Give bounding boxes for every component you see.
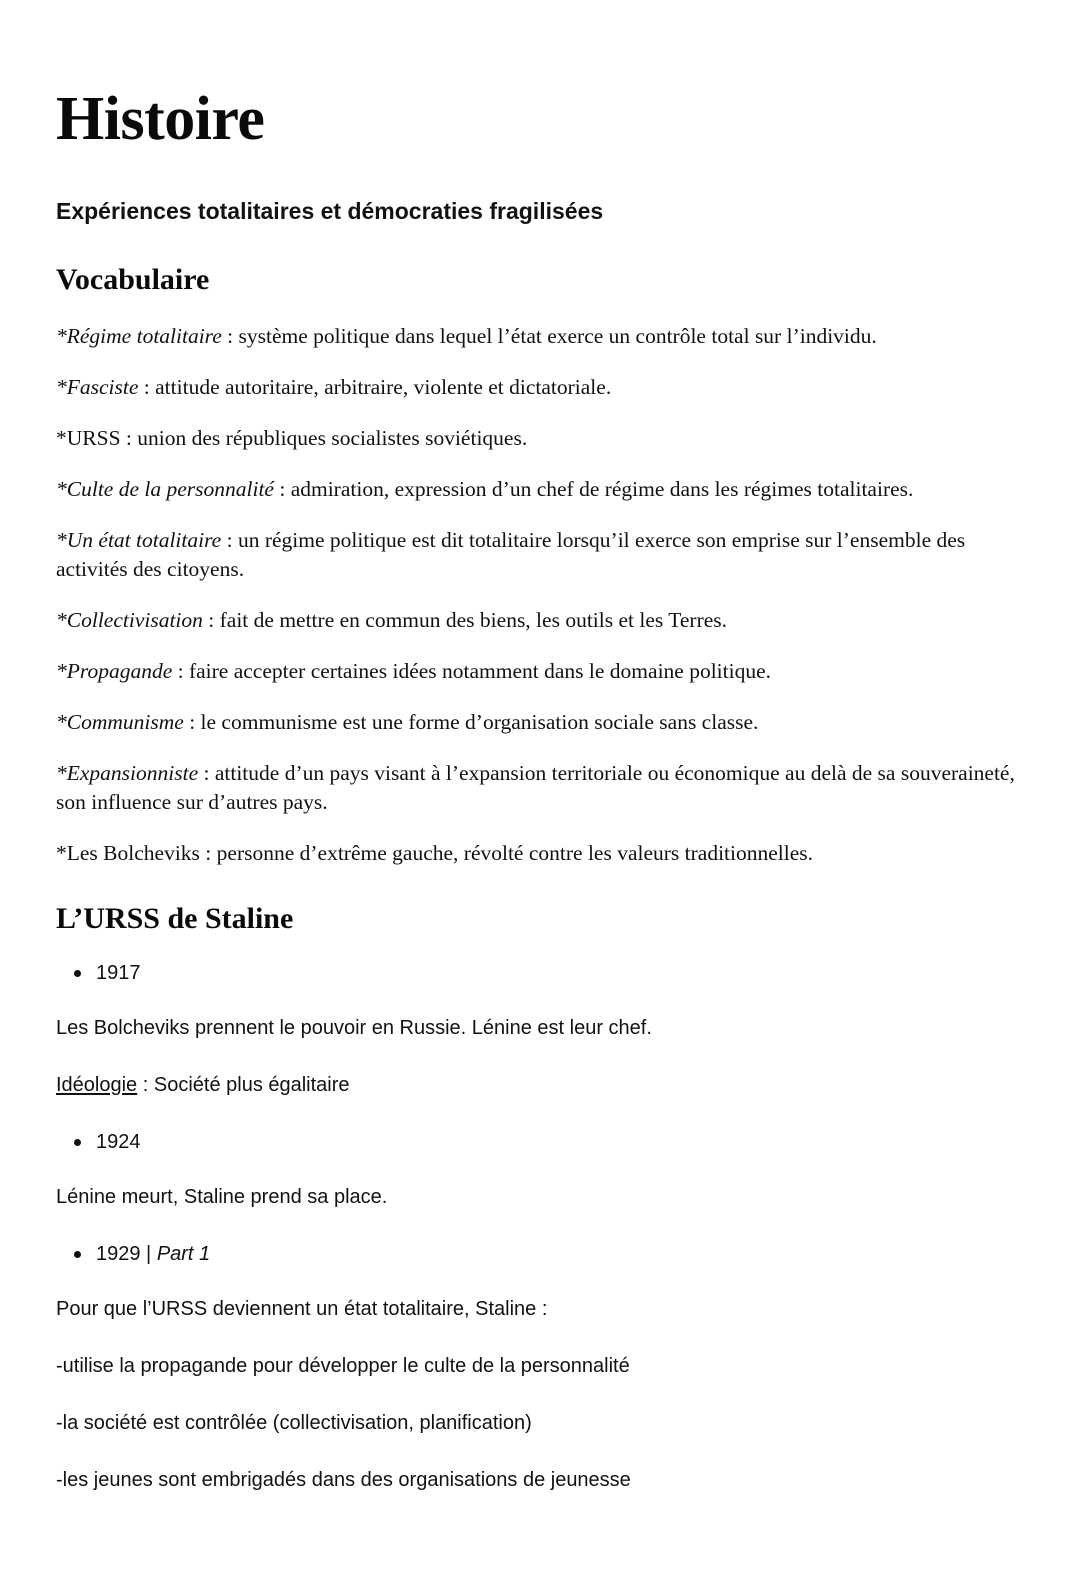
ideologie-label: Idéologie: [56, 1073, 138, 1096]
page-title: Histoire: [56, 85, 265, 153]
vocabulary-definition: : le communisme est une forme d’organisation sociale sans classe.: [183, 709, 759, 734]
vocabulary-entry: [56, 759, 1018, 817]
bullet-icon: [74, 1139, 81, 1146]
ideologie-value: : Société plus égalitaire: [137, 1073, 350, 1096]
section-heading-vocabulaire: Vocabulaire: [56, 262, 210, 296]
bullet-separator: |: [140, 1242, 157, 1265]
vocabulary-list: [56, 298, 1024, 868]
urss-notes: [56, 937, 1024, 1494]
vocabulary-definition: : système politique dans lequel l’état exerce un contrôle total sur l’individu.: [221, 323, 877, 348]
vocabulary-term: *Collectivisation: [56, 607, 203, 632]
bullet-part-label: Part 1: [156, 1242, 211, 1265]
list-item: [56, 1240, 1024, 1268]
note-paragraph: -utilise la propagande pour développer le culte de la personnalité: [56, 1354, 630, 1377]
note-paragraph-ideologie: [56, 1071, 956, 1099]
bullet-year: 1929: [96, 1242, 141, 1265]
vocabulary-term: *Expansionniste: [56, 760, 199, 785]
note-paragraph: -les jeunes sont embrigadés dans des organisations de jeunesse: [56, 1468, 631, 1491]
vocabulary-term: *Propagande: [56, 658, 173, 683]
vocabulary-term: *Fasciste: [56, 374, 139, 399]
document-subtitle: Expériences totalitaires et démocraties fragilisées: [56, 198, 604, 224]
vocabulary-term: *Un état totalitaire: [56, 527, 222, 552]
vocabulary-entry: [56, 424, 1018, 453]
vocabulary-definition: : personne d’extrême gauche, révolté contre les valeurs traditionnelles.: [199, 840, 814, 865]
note-paragraph: -la société est contrôlée (collectivisation, planification): [56, 1411, 532, 1434]
vocabulary-entry: [56, 708, 1018, 737]
bullet-icon: [74, 1251, 81, 1258]
vocabulary-term: *Communisme: [56, 709, 184, 734]
vocabulary-term: *Culte de la personnalité: [56, 476, 274, 501]
vocabulary-entry: [56, 373, 1018, 402]
vocabulary-entry: [56, 475, 1018, 504]
vocabulary-definition: : attitude d’un pays visant à l’expansion territoriale ou économique au delà de sa souveraineté, son influence sur d’autres pays.: [56, 760, 1015, 814]
vocabulary-term: *Les Bolcheviks: [56, 840, 200, 865]
vocabulary-entry: [56, 322, 1018, 351]
note-paragraph: Lénine meurt, Staline prend sa place.: [56, 1185, 388, 1208]
list-item: [56, 1128, 1024, 1156]
list-item: [56, 959, 1024, 987]
vocabulary-definition: : faire accepter certaines idées notamment dans le domaine politique.: [172, 658, 772, 683]
vocabulary-entry: [56, 526, 1018, 584]
bullet-label: 1917: [96, 961, 141, 984]
vocabulary-definition: : un régime politique est dit totalitaire lorsqu’il exerce son emprise sur l’ensemble des activités des citoyens.: [56, 527, 966, 581]
note-paragraph: Pour que l’URSS deviennent un état totalitaire, Staline :: [56, 1297, 548, 1320]
vocabulary-definition: : union des républiques socialistes soviétiques.: [120, 425, 528, 450]
vocabulary-definition: : attitude autoritaire, arbitraire, violente et dictatoriale.: [138, 374, 612, 399]
vocabulary-definition: : fait de mettre en commun des biens, les outils et les Terres.: [202, 607, 728, 632]
vocabulary-definition: : admiration, expression d’un chef de régime dans les régimes totalitaires.: [273, 476, 914, 501]
bullet-label: 1924: [96, 1130, 141, 1153]
vocabulary-entry: [56, 657, 1018, 686]
vocabulary-term: *Régime totalitaire: [56, 323, 222, 348]
note-paragraph: Les Bolcheviks prennent le pouvoir en Russie. Lénine est leur chef.: [56, 1016, 652, 1039]
section-heading-urss-de-staline: L’URSS de Staline: [56, 901, 294, 935]
vocabulary-entry: [56, 839, 1018, 868]
vocabulary-term: *URSS: [56, 425, 121, 450]
vocabulary-entry: [56, 606, 1018, 635]
bullet-icon: [74, 970, 81, 977]
